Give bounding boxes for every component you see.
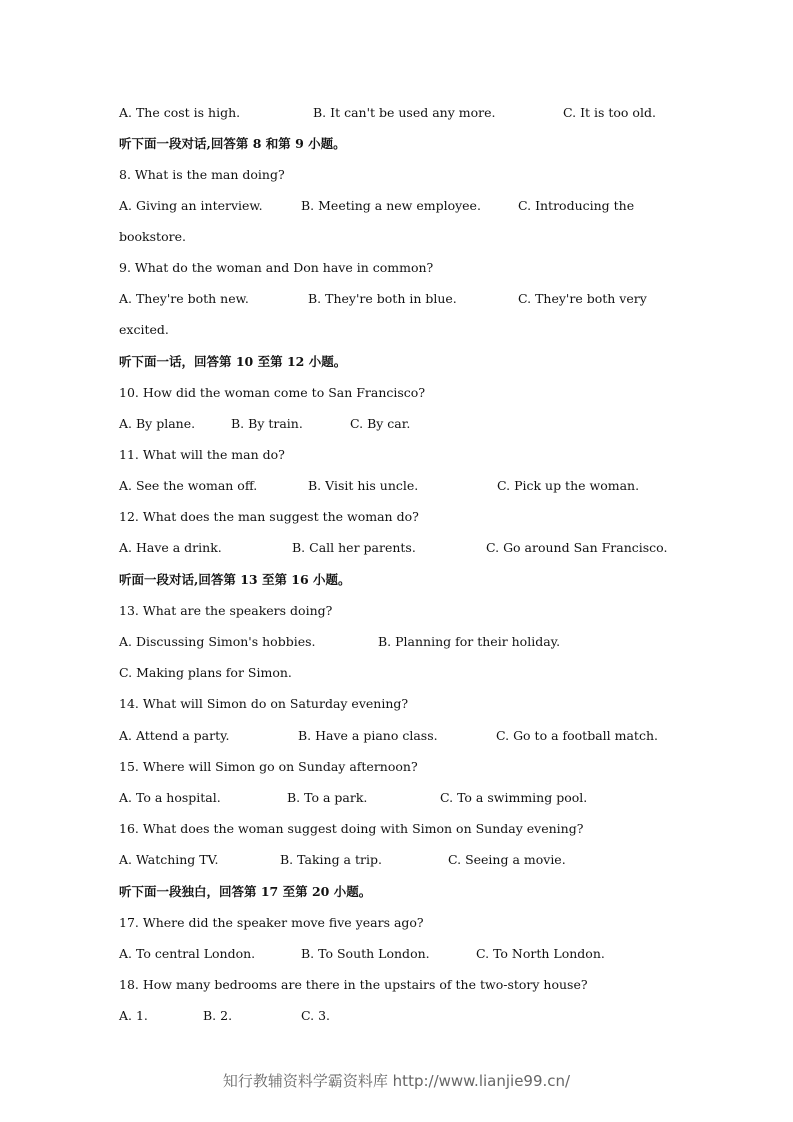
q14-option-b: B. Have a piano class. [298,728,438,743]
q17-option-c: C. To North London. [476,946,605,961]
q8-option-b: B. Meeting a new employee. [301,198,481,213]
q17-option-a: A. To central London. [119,946,256,961]
q18-question: 18. How many bedrooms are there in the upstairs of the two-story house? [119,977,588,992]
q13-option-c: C. Making plans for Simon. [119,665,292,680]
q9-question: 9. What do the woman and Don have in common? [119,260,434,275]
q8-option-c-continued: bookstore. [119,229,186,244]
q8-question: 8. What is the man doing? [119,167,285,182]
q16-option-a: A. Watching TV. [119,852,219,867]
q16-option-c: C. Seeing a movie. [448,852,566,867]
q12-option-b: B. Call her parents. [292,540,416,555]
q16-option-b: B. Taking a trip. [280,852,382,867]
q10-option-b: B. By train. [231,416,303,431]
q9-option-a: A. They're both new. [119,291,249,306]
q8-option-a: A. Giving an interview. [119,198,263,213]
q7-option-c: C. It is too old. [563,105,656,120]
q12-option-c: C. Go around San Francisco. [486,540,668,555]
q15-option-a: A. To a hospital. [119,790,221,805]
q9-option-c-continued: excited. [119,322,169,337]
q18-option-b: B. 2. [203,1008,233,1023]
q16-question: 16. What does the woman suggest doing with Simon on Sunday evening? [119,821,584,836]
q15-question: 15. Where will Simon go on Sunday afternoon? [119,759,418,774]
q7-option-b: B. It can't be used any more. [313,105,496,120]
q18-option-a: A. 1. [119,1008,148,1023]
q13-option-b: B. Planning for their holiday. [378,634,561,649]
q13-question: 13. What are the speakers doing? [119,603,333,618]
q9-option-c: C. They're both very [518,291,647,306]
section-heading-17-20: 听下面一段独白，回答第 17 至第 20 小题。 [119,884,372,899]
q12-option-a: A. Have a drink. [119,540,222,555]
section-heading-10-12: 听下面一话，回答第 10 至第 12 小题。 [119,354,347,369]
q9-option-b: B. They're both in blue. [308,291,457,306]
section-heading-8-9: 听下面一段对话,回答第 8 和第 9 小题。 [119,136,346,151]
q11-question: 11. What will the man do? [119,447,285,462]
q10-option-a: A. By plane. [119,416,196,431]
q11-option-b: B. Visit his uncle. [308,478,419,493]
q14-option-c: C. Go to a football match. [496,728,658,743]
footer-watermark-text: 知行教辅资料学霸资料库 http://www.lianjie99.cn/ [222,1072,571,1090]
q15-option-b: B. To a park. [287,790,368,805]
q8-option-c: C. Introducing the [518,198,635,213]
q11-option-c: C. Pick up the woman. [497,478,640,493]
section-heading-13-16: 听面一段对话,回答第 13 至第 16 小题。 [119,572,351,587]
q14-option-a: A. Attend a party. [119,728,230,743]
q12-question: 12. What does the man suggest the woman do? [119,509,419,524]
q13-option-a: A. Discussing Simon's hobbies. [119,634,316,649]
q10-question: 10. How did the woman come to San Francisco? [119,385,426,400]
q17-option-b: B. To South London. [301,946,430,961]
q15-option-c: C. To a swimming pool. [440,790,588,805]
q10-option-c: C. By car. [350,416,411,431]
q17-question: 17. Where did the speaker move five years ago? [119,915,424,930]
q7-option-a: A. The cost is high. [119,105,241,120]
q18-option-c: C. 3. [301,1008,330,1023]
q11-option-a: A. See the woman off. [119,478,258,493]
q14-question: 14. What will Simon do on Saturday evening? [119,696,409,711]
